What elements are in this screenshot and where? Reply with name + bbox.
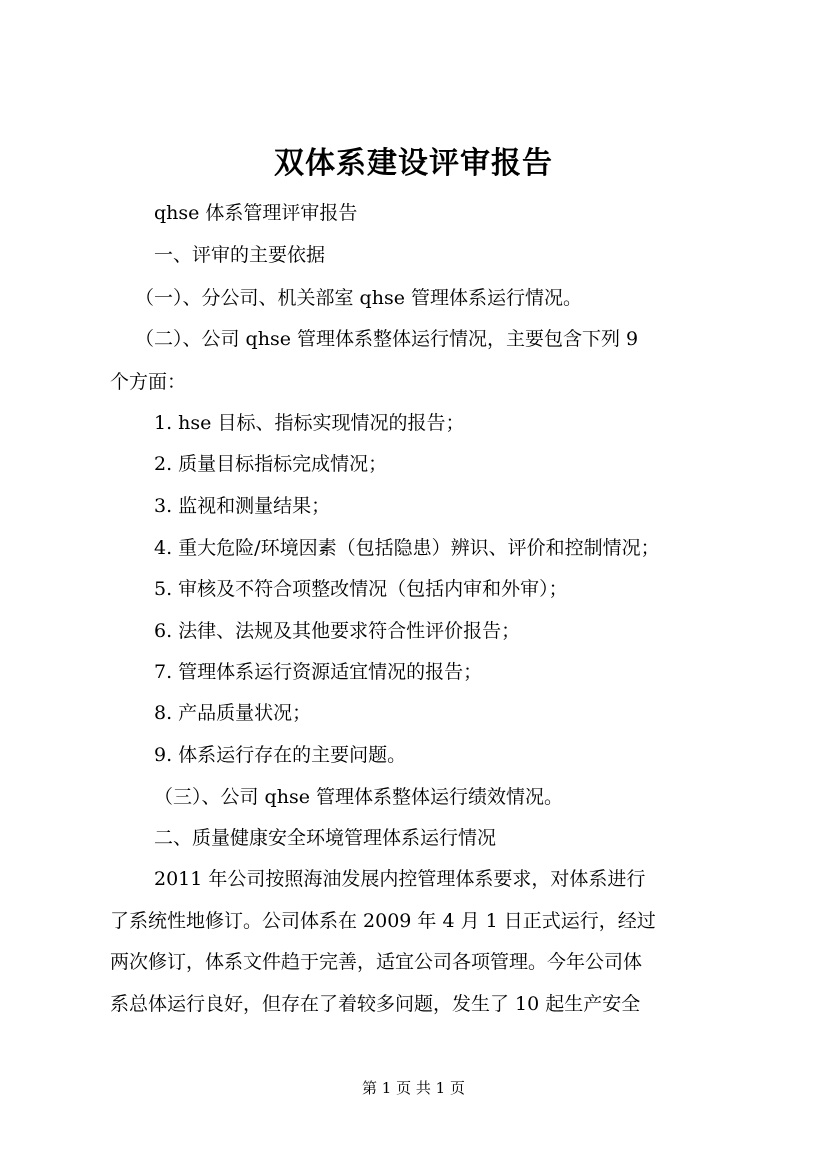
list-item: 6. 法律、法规及其他要求符合性评价报告； [154,620,521,642]
list-item: 1. hse 目标、指标实现情况的报告； [154,412,465,434]
list-item: 5. 审核及不符合项整改情况（包括内审和外审）； [154,578,568,600]
body-line: 2011 年公司按照海油发展内控管理体系要求，对体系进行 [154,868,646,890]
body-line: 了系统性地修订。公司体系在 2009 年 4 月 1 日正式运行，经过 [110,910,656,932]
list-item: 4. 重大危险/环境因素（包括隐患）辨识、评价和控制情况； [154,537,660,559]
document-title: 双体系建设评审报告 [274,146,553,181]
body-line: （二）、公司 qhse 管理体系整体运行情况，主要包含下列 9 [135,328,639,350]
list-item: 3. 监视和测量结果； [154,495,331,517]
list-item: 2. 质量目标指标完成情况； [154,453,388,475]
body-line: qhse 体系管理评审报告 [154,202,358,224]
section-heading: 一、评审的主要依据 [154,244,326,266]
body-line: （一）、分公司、机关部室 qhse 管理体系运行情况。 [135,287,582,309]
body-line: 系总体运行良好，但存在了着较多问题，发生了 10 起生产安全 [110,993,641,1015]
list-item: 8. 产品质量状况； [154,702,312,724]
page-footer: 第 1 页 共 1 页 [362,1079,465,1097]
section-heading: 二、质量健康安全环境管理体系运行情况 [154,827,497,849]
list-item: 9. 体系运行存在的主要问题。 [154,744,407,766]
body-line: 个方面： [110,371,187,393]
list-item: 7. 管理体系运行资源适宜情况的报告； [154,661,483,683]
body-line: （三）、公司 qhse 管理体系整体运行绩效情况。 [154,786,563,808]
body-line: 两次修订，体系文件趋于完善，适宜公司各项管理。今年公司体 [110,951,643,973]
